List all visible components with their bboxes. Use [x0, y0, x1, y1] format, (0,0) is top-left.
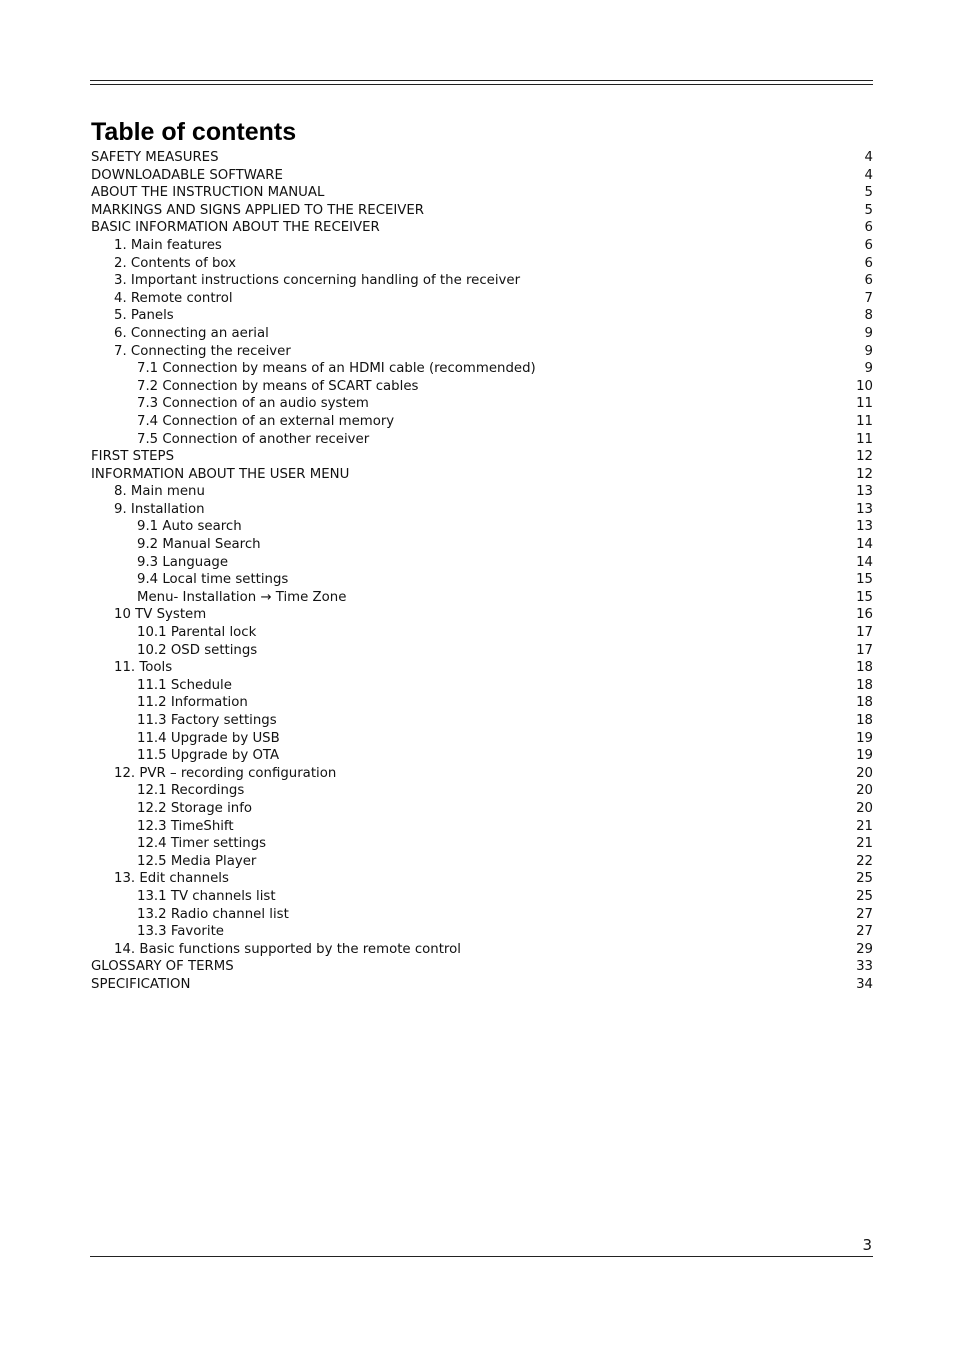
- toc-entry-label: FIRST STEPS: [91, 449, 175, 465]
- toc-entry[interactable]: [91, 800, 873, 818]
- toc-entry[interactable]: [91, 536, 873, 554]
- toc-entry-page: 12: [856, 449, 873, 465]
- toc-entry-label: Menu- Installation → Time Zone: [137, 589, 347, 605]
- toc-entry-page: 15: [856, 589, 873, 605]
- toc-entry[interactable]: [91, 677, 873, 695]
- toc-entry-label: DOWNLOADABLE SOFTWARE: [91, 167, 283, 183]
- toc-entry-page: 9: [864, 325, 873, 341]
- toc-entry[interactable]: [91, 343, 873, 361]
- toc-entry[interactable]: [91, 712, 873, 730]
- toc-entry-page: 4: [864, 167, 873, 183]
- toc-entry[interactable]: [91, 483, 873, 501]
- toc-entry-label: 13.3 Favorite: [137, 924, 224, 940]
- toc-entry-page: 11: [856, 431, 873, 447]
- toc-entry-page: 20: [856, 765, 873, 781]
- toc-entry-label: 11.2 Information: [137, 695, 248, 711]
- toc-entry-page: 10: [856, 378, 873, 394]
- toc-entry-page: 8: [864, 308, 873, 324]
- toc-entry[interactable]: [91, 184, 873, 202]
- toc-entry[interactable]: [91, 853, 873, 871]
- toc-entry[interactable]: [91, 554, 873, 572]
- toc-entry-label: 13. Edit channels: [114, 871, 229, 887]
- toc-entry-label: 12.2 Storage info: [137, 800, 253, 816]
- footer-rule: [90, 1256, 873, 1257]
- header-rule: [90, 80, 873, 85]
- toc-entry[interactable]: [91, 571, 873, 589]
- toc-entry-label: BASIC INFORMATION ABOUT THE RECEIVER: [91, 220, 380, 236]
- toc-entry-label: 8. Main menu: [114, 484, 205, 500]
- toc-entry[interactable]: [91, 606, 873, 624]
- toc-entry[interactable]: [91, 941, 873, 959]
- toc-entry-label: 11.1 Schedule: [137, 677, 232, 693]
- toc-entry-label: 14. Basic functions supported by the remote control: [114, 941, 461, 957]
- toc-entry-page: 17: [856, 642, 873, 658]
- toc-entry[interactable]: [91, 589, 873, 607]
- toc-entry-page: 14: [856, 554, 873, 570]
- toc-entry-label: 9.4 Local time settings: [137, 572, 289, 588]
- toc-entry-label: 5. Panels: [114, 308, 174, 324]
- toc-entry-label: MARKINGS AND SIGNS APPLIED TO THE RECEIVER: [91, 202, 425, 218]
- toc-entry-page: 25: [856, 871, 873, 887]
- toc-entry-label: 12.3 TimeShift: [137, 818, 234, 834]
- toc-entry[interactable]: [91, 730, 873, 748]
- toc-entry-page: 13: [856, 484, 873, 500]
- toc-entry-label: SPECIFICATION: [91, 976, 191, 992]
- page-number: 3: [862, 1236, 872, 1254]
- toc-entry-label: 7.3 Connection of an audio system: [137, 396, 369, 412]
- toc-entry-page: 34: [856, 976, 873, 992]
- toc-entry-label: 3. Important instructions concerning handling of the receiver: [114, 273, 521, 289]
- toc-entry-page: 25: [856, 888, 873, 904]
- toc-entry-page: 22: [856, 853, 873, 869]
- toc-entry-page: 16: [856, 607, 873, 623]
- toc-entry[interactable]: [91, 923, 873, 941]
- toc-entry-page: 15: [856, 572, 873, 588]
- toc-entry-label: 11. Tools: [114, 660, 173, 676]
- toc-entry[interactable]: [91, 272, 873, 290]
- toc-entry[interactable]: [91, 501, 873, 519]
- toc-entry-label: 11.5 Upgrade by OTA: [137, 748, 280, 764]
- toc-entry-page: 14: [856, 537, 873, 553]
- toc-entry-label: SAFETY MEASURES: [91, 150, 219, 165]
- toc-entry[interactable]: [91, 906, 873, 924]
- toc-entry-label: 10 TV System: [114, 607, 207, 623]
- toc-entry[interactable]: [91, 642, 873, 660]
- toc-entry[interactable]: [91, 888, 873, 906]
- toc-entry-page: 18: [856, 713, 873, 728]
- toc-entry[interactable]: [91, 149, 873, 167]
- toc-entry[interactable]: [91, 413, 873, 431]
- toc-entry[interactable]: [91, 255, 873, 273]
- toc-entry-page: 19: [856, 730, 873, 746]
- toc-entry-page: 9: [864, 343, 873, 359]
- toc-entry-label: 13.2 Radio channel list: [137, 906, 289, 922]
- toc-entry-label: GLOSSARY OF TERMS: [91, 959, 234, 975]
- toc-entry[interactable]: [91, 659, 873, 677]
- toc-entry-page: 17: [856, 625, 873, 641]
- toc-entry[interactable]: [91, 694, 873, 712]
- toc-entry-page: 7: [864, 290, 873, 306]
- table-of-contents: [91, 149, 873, 994]
- toc-entry-page: 11: [856, 396, 873, 412]
- toc-entry-label: 10.1 Parental lock: [137, 625, 257, 641]
- toc-entry-page: 4: [864, 150, 873, 165]
- toc-entry-page: 20: [856, 783, 873, 799]
- toc-entry-label: 12. PVR – recording configuration: [114, 765, 337, 781]
- toc-entry-page: 27: [856, 906, 873, 922]
- toc-entry[interactable]: [91, 325, 873, 343]
- toc-entry-page: 20: [856, 800, 873, 816]
- toc-entry-page: 6: [864, 255, 873, 271]
- toc-entry[interactable]: [91, 219, 873, 237]
- page-title: Table of contents: [91, 118, 297, 146]
- toc-entry[interactable]: [91, 360, 873, 378]
- toc-entry-label: 9. Installation: [114, 501, 205, 517]
- toc-entry-page: 13: [856, 501, 873, 517]
- toc-entry-label: 12.1 Recordings: [137, 783, 245, 799]
- toc-entry-page: 19: [856, 748, 873, 764]
- toc-entry-page: 9: [864, 361, 873, 377]
- toc-entry-label: 7.4 Connection of an external memory: [137, 413, 395, 429]
- toc-entry-label: 9.2 Manual Search: [137, 537, 261, 553]
- toc-entry-page: 21: [856, 818, 873, 834]
- toc-entry[interactable]: [91, 290, 873, 308]
- toc-entry-page: 12: [856, 466, 873, 482]
- toc-entry-label: 7. Connecting the receiver: [114, 343, 291, 359]
- toc-entry-page: 18: [856, 660, 873, 676]
- toc-entry-page: 6: [864, 237, 873, 253]
- toc-entry[interactable]: [91, 466, 873, 484]
- toc-entry[interactable]: [91, 976, 873, 994]
- toc-entry[interactable]: [91, 448, 873, 466]
- toc-entry[interactable]: [91, 202, 873, 220]
- toc-entry-label: 2. Contents of box: [114, 255, 237, 271]
- toc-entry[interactable]: [91, 782, 873, 800]
- toc-entry-page: 29: [856, 941, 873, 957]
- toc-entry[interactable]: [91, 237, 873, 255]
- toc-entry-page: 18: [856, 677, 873, 693]
- toc-entry[interactable]: [91, 765, 873, 783]
- toc-entry-page: 27: [856, 924, 873, 940]
- toc-entry-label: 13.1 TV channels list: [137, 888, 276, 904]
- toc-entry[interactable]: [91, 747, 873, 765]
- toc-entry-page: 5: [864, 185, 873, 201]
- toc-entry-label: 11.4 Upgrade by USB: [137, 730, 280, 746]
- toc-entry-label: 7.5 Connection of another receiver: [137, 431, 370, 447]
- toc-entry[interactable]: [91, 378, 873, 396]
- toc-entry-label: 12.5 Media Player: [137, 853, 257, 869]
- toc-entry-label: 10.2 OSD settings: [137, 642, 258, 658]
- toc-entry-label: 11.3 Factory settings: [137, 713, 277, 728]
- toc-entry-page: 33: [856, 959, 873, 975]
- toc-entry-label: 12.4 Timer settings: [137, 836, 267, 852]
- toc-entry[interactable]: [91, 624, 873, 642]
- toc-entry[interactable]: [91, 307, 873, 325]
- toc-entry[interactable]: [91, 431, 873, 449]
- toc-entry[interactable]: [91, 167, 873, 185]
- toc-entry-label: 9.1 Auto search: [137, 519, 242, 535]
- toc-entry[interactable]: [91, 835, 873, 853]
- toc-entry-page: 5: [864, 202, 873, 218]
- toc-entry[interactable]: [91, 518, 873, 536]
- toc-entry-page: 13: [856, 519, 873, 535]
- toc-entry-label: INFORMATION ABOUT THE USER MENU: [91, 466, 350, 482]
- toc-entry-page: 6: [864, 273, 873, 289]
- toc-entry-page: 21: [856, 836, 873, 852]
- toc-entry-label: 1. Main features: [114, 237, 222, 253]
- toc-entry-label: ABOUT THE INSTRUCTION MANUAL: [91, 185, 325, 201]
- toc-entry-page: 18: [856, 695, 873, 711]
- toc-entry-label: 7.2 Connection by means of SCART cables: [137, 378, 419, 394]
- toc-entry[interactable]: [91, 395, 873, 413]
- toc-entry-label: 7.1 Connection by means of an HDMI cable (recommended): [137, 361, 536, 377]
- toc-entry-page: 6: [864, 220, 873, 236]
- toc-entry-label: 6. Connecting an aerial: [114, 325, 269, 341]
- toc-entry[interactable]: [91, 870, 873, 888]
- toc-entry-label: 9.3 Language: [137, 554, 228, 570]
- toc-entry[interactable]: [91, 958, 873, 976]
- toc-entry[interactable]: [91, 818, 873, 836]
- toc-entry-label: 4. Remote control: [114, 290, 233, 306]
- toc-entry-page: 11: [856, 413, 873, 429]
